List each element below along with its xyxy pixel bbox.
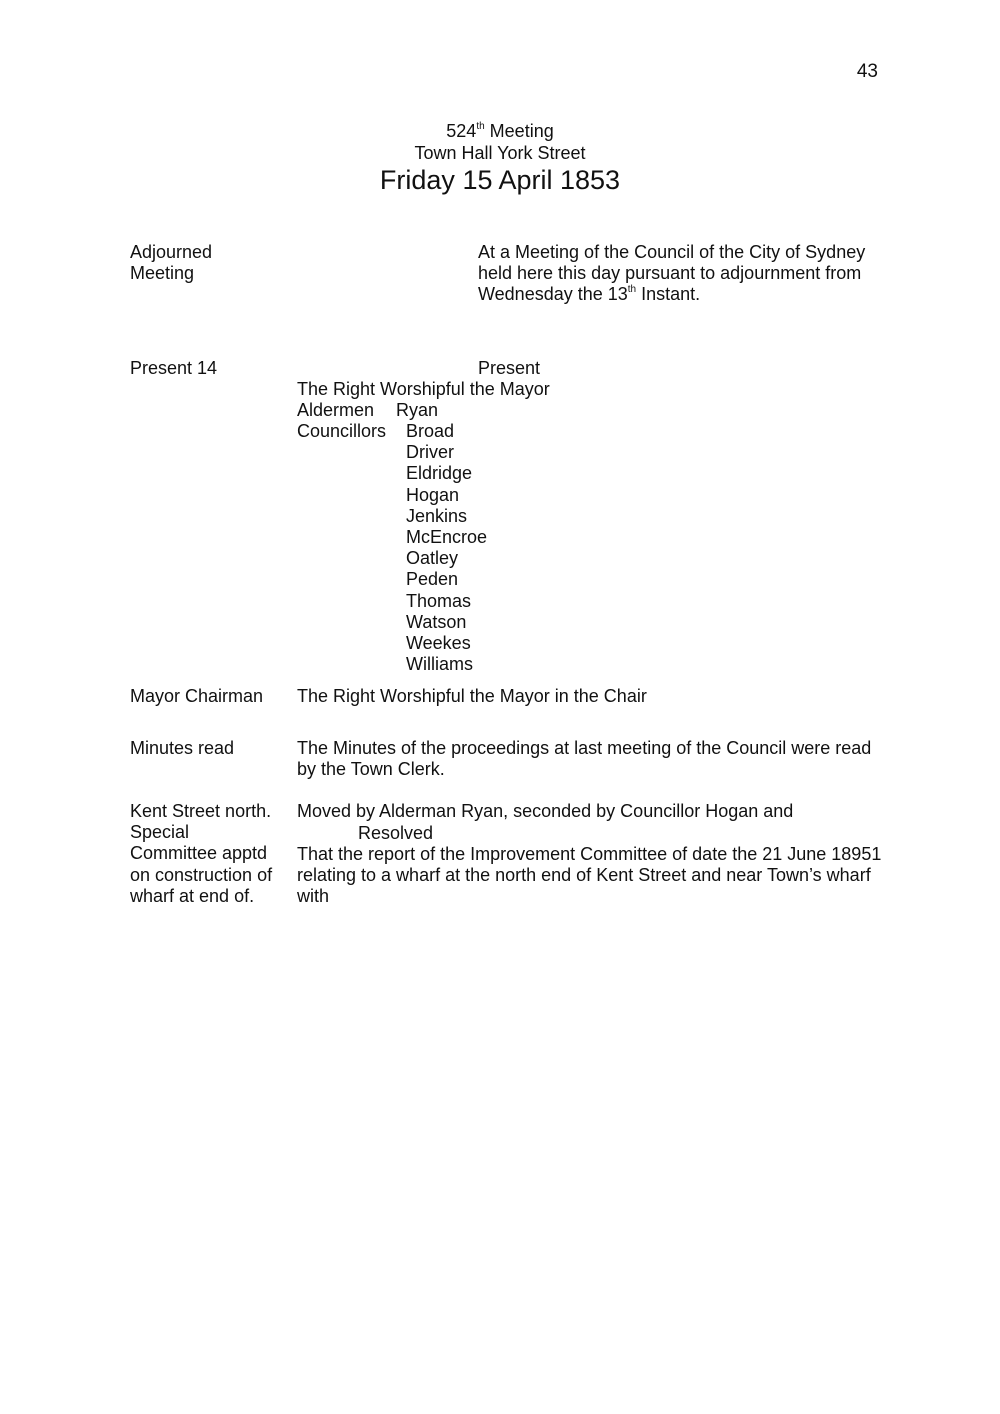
councillor-name: Thomas — [406, 590, 472, 611]
intro-line-sup: th — [627, 284, 637, 296]
margin-note-line: Meeting — [130, 263, 195, 284]
margin-note-line: Special — [130, 822, 190, 843]
meeting-number — [0, 121, 1000, 142]
present-heading: Present — [478, 358, 541, 378]
meeting-venue: Town Hall York Street — [414, 143, 586, 163]
councillor-name: Weekes — [406, 633, 471, 654]
councillor-name: Watson — [406, 611, 467, 632]
councillor-name: Peden — [406, 569, 459, 590]
margin-note-adjourned — [130, 242, 212, 284]
motion-text — [297, 844, 881, 908]
motion-resolved: Resolved — [358, 823, 434, 843]
motion-line: with — [297, 886, 330, 907]
margin-note-chairman: Mayor Chairman — [130, 686, 264, 706]
intro-line — [478, 284, 865, 305]
intro-line-text: Wednesday the 13 — [478, 284, 628, 305]
margin-note-line: on construction of — [130, 864, 273, 885]
meeting-word: Meeting — [484, 121, 554, 141]
minutes-line: by the Town Clerk. — [297, 759, 445, 780]
councillor-name: Broad — [406, 421, 455, 441]
intro-paragraph — [478, 242, 865, 306]
intro-line-text: Instant. — [636, 284, 701, 305]
margin-note-line: wharf at end of. — [130, 885, 255, 906]
chair-statement: The Right Worshipful the Mayor in the Chair — [297, 686, 647, 706]
margin-note-present: Present 14 — [130, 358, 218, 378]
councillor-name: Jenkins — [406, 505, 468, 526]
motion-line: relating to a wharf at the north end of Kent Street and near Town’s wharf — [297, 865, 871, 886]
margin-note-line: Adjourned — [130, 242, 213, 262]
councillor-name: Oatley — [406, 548, 459, 569]
councillor-name: Eldridge — [406, 463, 473, 484]
motion-moved-line: Moved by Alderman Ryan, seconded by Councillor Hogan and — [297, 801, 794, 821]
councillors-label: Councillors — [297, 421, 387, 441]
margin-note-kent-street — [130, 801, 272, 907]
meeting-number-value: 524 — [446, 121, 477, 141]
aldermen-label: Aldermen — [297, 400, 375, 420]
margin-note-minutes: Minutes read — [130, 738, 235, 758]
margin-note-line: Kent Street north. — [130, 801, 272, 821]
motion-line: That the report of the Improvement Committee of date the 21 June 18951 — [297, 844, 882, 864]
councillor-name: Hogan — [406, 484, 460, 505]
page-number: 43 — [856, 61, 878, 82]
mayor-present-line: The Right Worshipful the Mayor — [297, 379, 550, 399]
intro-line: At a Meeting of the Council of the City of Sydney — [478, 242, 866, 262]
councillor-list — [406, 421, 487, 675]
alderman-name: Ryan — [396, 400, 439, 420]
councillor-name: Driver — [406, 442, 454, 463]
meeting-date: Friday 15 April 1853 — [379, 165, 621, 195]
meeting-number-suffix: th — [476, 121, 485, 132]
councillor-name: Williams — [406, 654, 473, 675]
minutes-paragraph — [297, 738, 871, 780]
intro-line: held here this day pursuant to adjournment from — [478, 263, 862, 284]
minutes-line: The Minutes of the proceedings at last meeting of the Council were read — [297, 738, 872, 758]
margin-note-line: Committee apptd — [130, 843, 268, 864]
councillor-name: McEncroe — [406, 527, 488, 548]
